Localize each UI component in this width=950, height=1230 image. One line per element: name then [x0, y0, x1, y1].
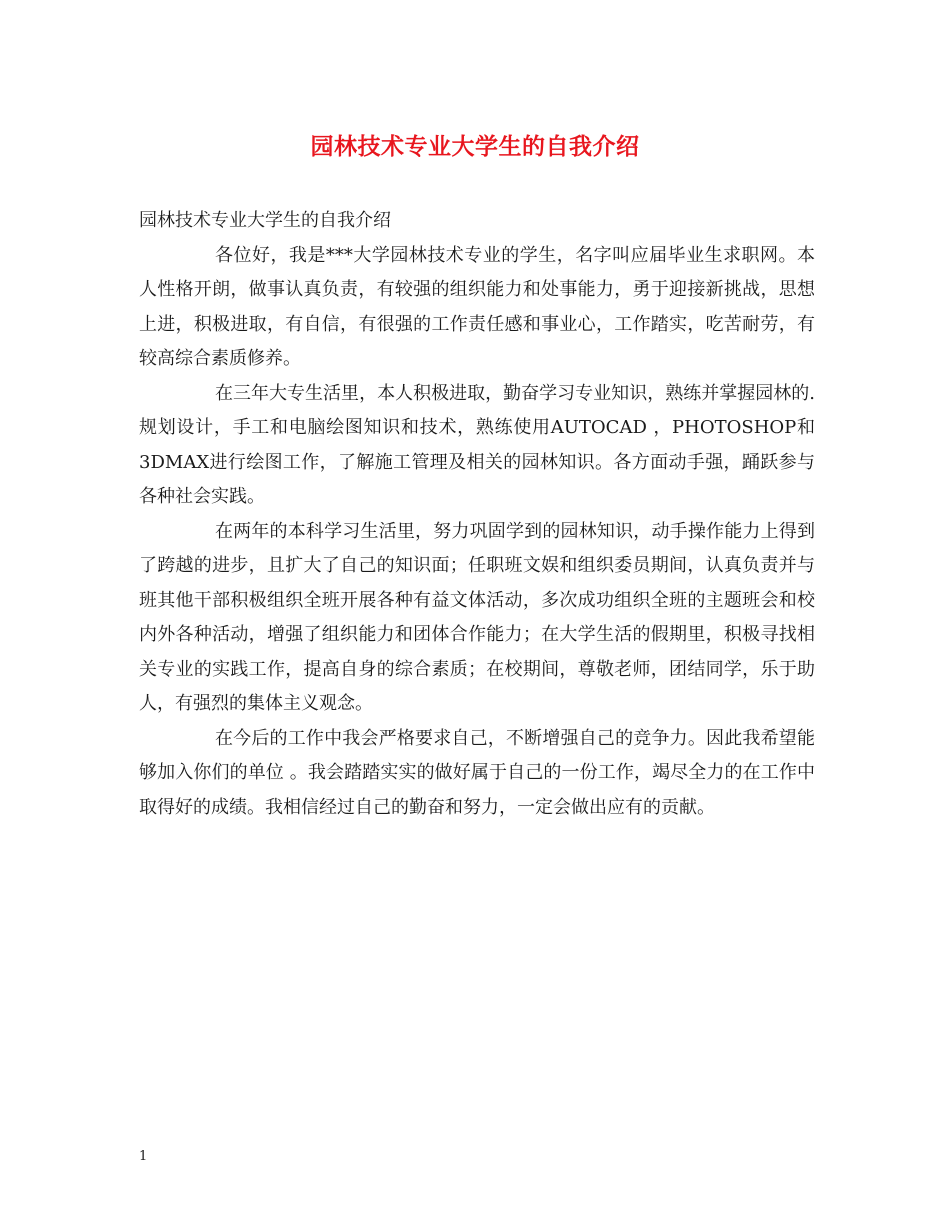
- paragraph-3: 在两年的本科学习生活里，努力巩固学到的园林知识，动手操作能力上得到了跨越的进步，且扩大了自己的知识面；任职班文娱和组织委员期间，认真负责并与班其他干部积极组织全班开展各种有益文体活动，多次成功组织全班的主题班会和校内外各种活动，增强了组织能力和团体合作能力；在大学生活的假期里，积极寻找相关专业的实践工作，提高自身的综合素质；在校期间，尊敬老师，团结同学，乐于助人，有强烈的集体主义观念。: [139, 520, 815, 714]
- paragraph-2: 在三年大专生活里，本人积极进取，勤奋学习专业知识，熟练并掌握园林的.规划设计，手工和电脑绘图知识和技术，熟练使用AUTOCAD ，PHOTOSHOP和3DMAX进行绘图工作，了解施工管理及相关的园林知识。各方面动手强，踊跃参与各种社会实践。: [139, 382, 815, 507]
- document-subtitle: 园林技术专业大学生的自我介绍: [139, 210, 391, 231]
- paragraph-1: 各位好，我是***大学园林技术专业的学生，名字叫应届毕业生求职网。本人性格开朗，做事认真负责，有较强的组织能力和处事能力，勇于迎接新挑战，思想上进，积极进取，有自信，有很强的工作责任感和事业心，工作踏实，吃苦耐劳，有较高综合素质修养。: [139, 244, 815, 369]
- document-body: [139, 204, 815, 825]
- page-number: 1: [139, 1149, 148, 1164]
- page-title: 园林技术专业大学生的自我介绍: [310, 134, 640, 160]
- paragraph-4: 在今后的工作中我会严格要求自己，不断增强自己的竞争力。因此我希望能够加入你们的单位 。我会踏踏实实的做好属于自己的一份工作，竭尽全力的在工作中取得好的成绩。我相信经过自己的勤奋和努力，一定会做出应有的贡献。: [139, 727, 815, 818]
